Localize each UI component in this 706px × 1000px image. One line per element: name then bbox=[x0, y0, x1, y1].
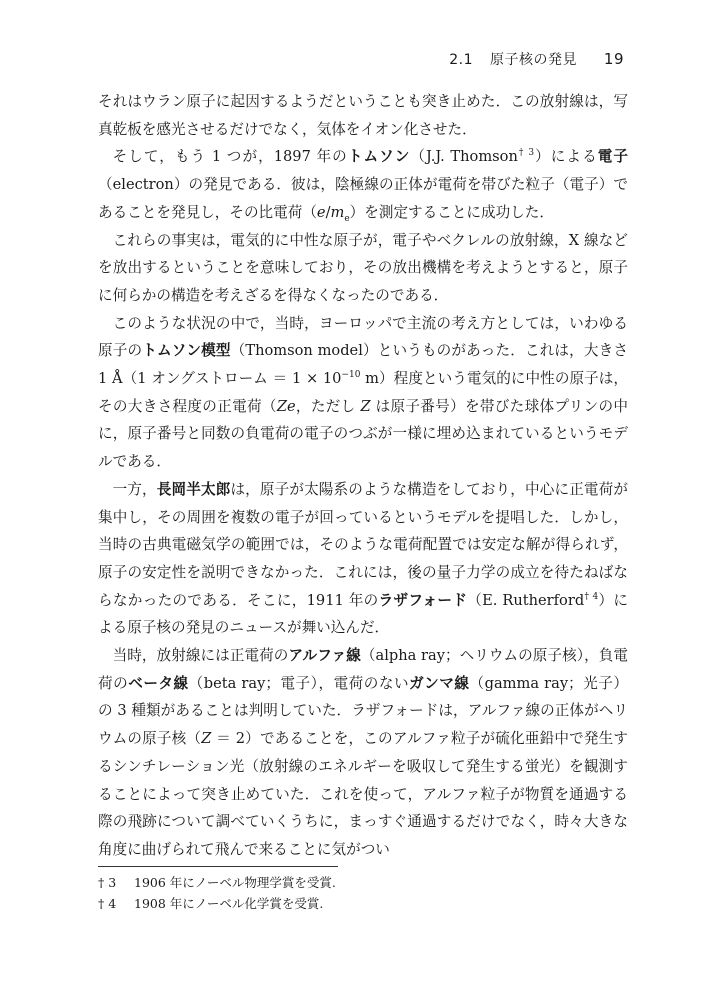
text-run: （beta ray；電子），電荷のない bbox=[188, 674, 410, 692]
math-e: e bbox=[316, 203, 326, 221]
footnote-3 bbox=[98, 872, 628, 893]
math-ze: Ze bbox=[276, 397, 296, 415]
paragraph-0: それはウラン原子に起因するようだということも突き止めた．この放射線は，写真乾板を感光させるだけでなく，気体をイオン化させた． bbox=[98, 93, 628, 138]
footnote-text: 1908 年にノーベル化学賞を受賞. bbox=[134, 896, 324, 911]
footnote-mark: † 4 bbox=[98, 896, 117, 911]
footnotes bbox=[98, 872, 628, 914]
footnote-text: 1906 年にノーベル物理学賞を受賞. bbox=[134, 875, 336, 890]
paragraph-4 bbox=[98, 476, 628, 642]
exponent: −10 bbox=[341, 370, 361, 381]
text-run: （E. Rutherford bbox=[467, 591, 585, 609]
text-run: m）程度という電気的に中性の原子は，その大きさ程度の正電荷（ bbox=[98, 370, 628, 415]
term-thomson: トムソン bbox=[347, 148, 411, 166]
math-z: Z bbox=[201, 730, 212, 748]
paragraph-1 bbox=[98, 143, 628, 226]
section-title: 原子核の発見 bbox=[489, 52, 577, 68]
paragraph-5 bbox=[98, 642, 628, 864]
term-gamma-ray: ガンマ線 bbox=[409, 674, 470, 692]
text-run: は，原子が太陽系のような構造をしており，中心に正電荷が集中し，その周囲を複数の電子が回っているというモデルを提唱した．しかし，当時の古典電磁気学の範囲では，そのような電荷配置では安定な解が得られず，原子の安定性を説明できなかった．これには，後の量子力学の成立を待たねばならなかったのである．そこに，1911 年の bbox=[98, 480, 628, 609]
term-thomson-model: トムソン模型 bbox=[142, 342, 231, 360]
term-nagaoka: 長岡半太郎 bbox=[156, 480, 231, 498]
footnote-ref-3: † 3 bbox=[517, 148, 535, 159]
term-electron: 電子 bbox=[597, 148, 628, 166]
text-run: 一方， bbox=[112, 480, 157, 498]
math-slash: / bbox=[325, 203, 331, 221]
footnote-4 bbox=[98, 893, 628, 914]
text-run: 当時，放射線には正電荷の bbox=[112, 647, 289, 665]
text-run: （gamma ray；光子）の 3 種類があることは判明していた．ラザフォードは，アルファ線の正体がヘリウムの原子核（ bbox=[98, 674, 628, 748]
paragraph-3 bbox=[98, 310, 628, 476]
running-header bbox=[449, 49, 624, 69]
text-run: ）を測定することに成功した． bbox=[349, 203, 554, 221]
text-run: ）による bbox=[534, 148, 598, 166]
math-sub-e: e bbox=[344, 213, 350, 224]
math-z: Z bbox=[360, 397, 371, 415]
text-run: は原子番号）を帯びた球体プリンの中に，原子番号と同数の負電荷の電子のつぶが一様に埋め込まれているというモデルである． bbox=[98, 397, 629, 471]
text-run: そして，もう 1 つが，1897 年の bbox=[112, 148, 348, 166]
text-run: （J.J. Thomson bbox=[410, 148, 518, 166]
text-run: ）による原子核の発見のニュースが舞い込んだ． bbox=[98, 591, 628, 637]
text-run: ，ただし bbox=[295, 397, 361, 415]
term-alpha-ray: アルファ線 bbox=[288, 647, 361, 665]
body-text bbox=[98, 88, 628, 864]
text-run: （alpha ray；ヘリウムの原子核），負電荷の bbox=[98, 647, 628, 692]
paragraph-2: これらの事実は，電気的に中性な原子が，電子やベクレルの放射線，X 線などを放出するということを意味しており，その放出機構を考えようとすると，原子に何らかの構造を考えざるを得なくなったのである． bbox=[98, 231, 628, 304]
footnote-mark: † 3 bbox=[98, 875, 117, 890]
footnote-ref-4: † 4 bbox=[584, 591, 599, 602]
text-run: このような状況の中で，当時，ヨーロッパで主流の考え方としては，いわゆる原子の bbox=[98, 314, 628, 360]
text-run: （Thomson model）というものがあった．これは，大きさ 1 Å（1 オングストローム ＝ 1 × 10 bbox=[98, 342, 628, 388]
term-rutherford: ラザフォード bbox=[378, 591, 468, 609]
term-beta-ray: ベータ線 bbox=[128, 674, 189, 692]
math-m: m bbox=[330, 203, 345, 221]
text-run: （electron）の発見である．彼は，陰極線の正体が電荷を帯びた粒子（電子）であることを発見し，その比電荷（ bbox=[98, 176, 628, 221]
section-number: 2.1 bbox=[449, 52, 473, 68]
text-run: ＝ 2）であることを，このアルファ粒子が硫化亜鉛中で発生するシンチレーション光（放射線のエネルギーを吸収して発生する蛍光）を観測することによって突き止めていた．これを使って，アルファ粒子が物質を通過する際の飛跡について調べていくうちに，まっすぐ通過するだけでなく，時々大きな角度に曲げられて飛んで来ることに気がつい bbox=[98, 730, 628, 858]
page-number: 19 bbox=[603, 50, 624, 68]
footnote-divider bbox=[98, 866, 338, 867]
